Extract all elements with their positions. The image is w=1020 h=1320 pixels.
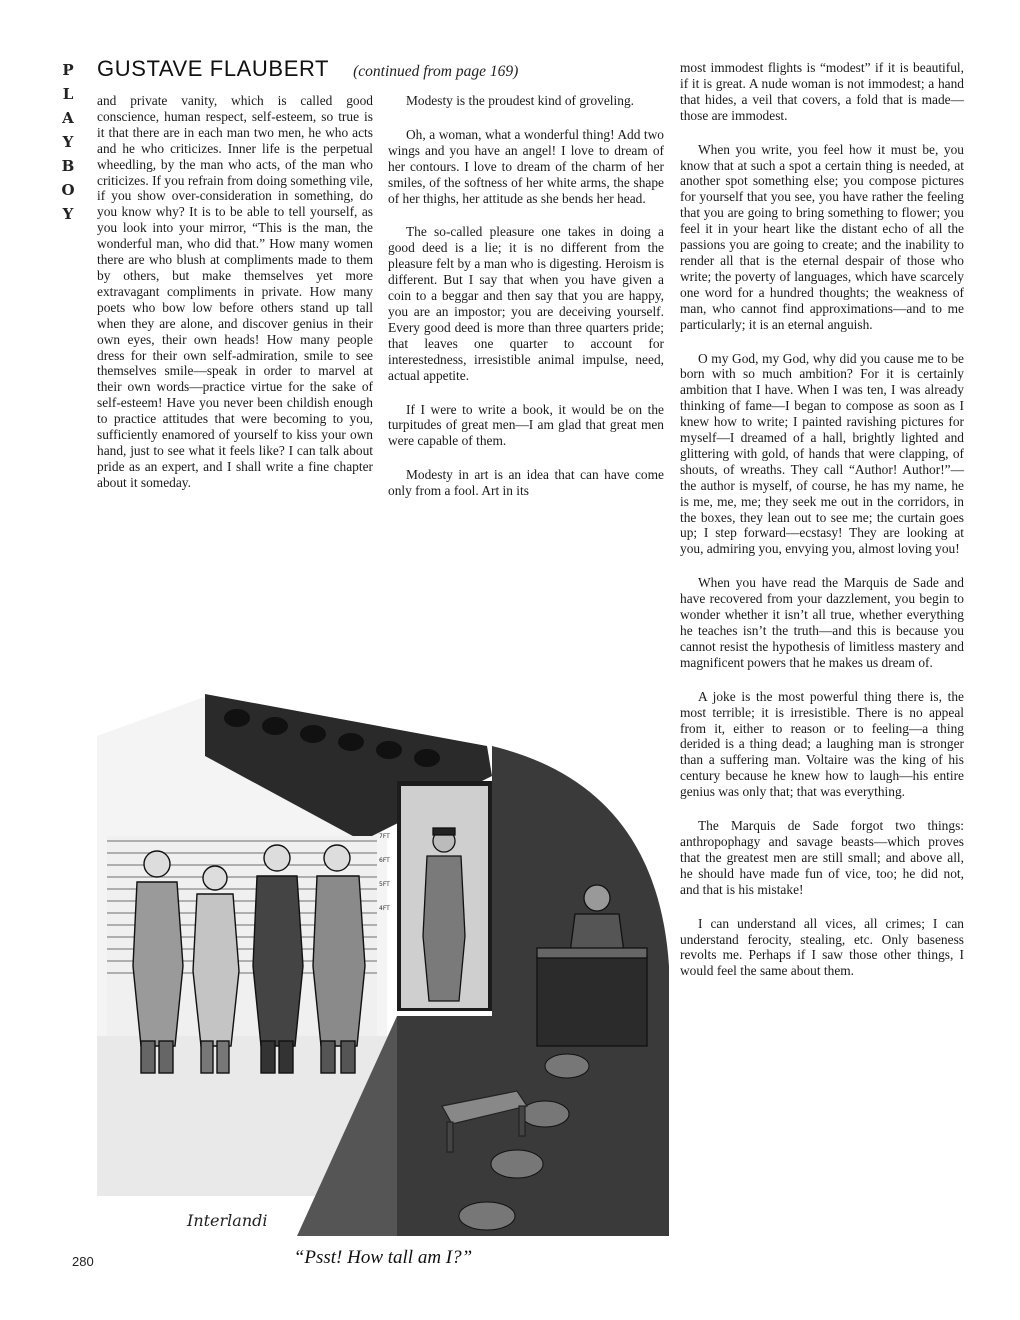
suspect-4 [313,845,365,1073]
paragraph: A joke is the most powerful thing there is, the most terrible; it is irresistible. There is no appeal from it, either to reason or to feeling—a thing derided is a thing dead; a laughing man is stronger than a suffering man. Voltaire was the king of his century because he knew how to laugh—his entire genius was only that; that was everything. [680,688,964,800]
height-mark-label: 6FT [379,857,390,864]
page-number: 280 [72,1254,94,1269]
artist-signature: Interlandi [187,1211,268,1230]
paragraph: and private vanity, which is called good conscience, human respect, self-esteem, so true is it that there are in each man two men, he who acts and he who criticizes. Inner life is the perpetual wheedling, by the man who acts, of the man who criticizes. If you refrain from doing something vile, if you show over-consideration in something, do you know why? It is to be able to tell yourself, as you look into your mirror, “This is the man, the wonderful man, who did that.” How many women there are who blush at compliments made to them by others, but make themselves yet more extravagant compliments in private. How many poets who bow low before others stand up tall when they are alone, and discover genius in their own eyes, their own heads! How many people dress for their own self-admiration, smile to see themselves smile—speak in order to marvel at their own words—practice virtue for the sake of self-esteem! Have you never been childish enough to practice attitudes that were becoming to you, sufficiently enamored of yourself to kiss your own hand, just to see what it feels like? I can talk about pride as an expert, and I shall write a fine chapter about it someday. [97,93,373,490]
paragraph: When you have read the Marquis de Sade and have recovered from your dazzlement, you begin to wonder whether it isn’t all true, whether everything he teaches isn’t the truth—and this is because you cannot resist the hypothesis of limitless mastery and magnificent powers that he makes us dream of. [680,575,964,670]
masthead-letter: A [62,109,74,127]
paragraph: Modesty is the proudest kind of groveling. [406,93,634,108]
masthead-vertical [58,58,78,226]
paragraph: Oh, a woman, what a wonderful thing! Add two wings and you have an angel! I love to dream of her contours. I love to dream of the charm of her smiles, of the softness of her white arms, the shape of her thighs, her attitude as she bends her head. [388,126,664,206]
masthead-letter: Y [62,205,74,223]
text-column-2 [388,93,664,517]
suspect-2 [193,866,239,1073]
masthead-letter: B [61,157,75,175]
masthead-letter: P [62,61,74,79]
suspect-1 [133,851,183,1073]
masthead-letter: L [62,85,74,103]
masthead-letter: O [61,181,75,199]
text-column-3 [680,60,964,997]
paragraph: Modesty in art is an idea that can have come only from a fool. Art in its [388,467,664,499]
height-mark-label: 7FT [379,833,390,840]
suspect-3 [253,845,303,1073]
article-author: GUSTAVE FLAUBERT [97,56,330,81]
article-header [97,56,677,88]
paragraph: most immodest flights is “modest” if it is beautiful, if it is great. A nude woman is not immodest; a hand that hides, a veil that covers, a fold that is made—those are immodest. [680,60,964,123]
paragraph: The Marquis de Sade forgot two things: anthropophagy and savage beasts—which proves that the greatest men are still small; and above all, he should have made fun of vice, too; he did not, and that is his mistake! [680,818,964,897]
height-mark-label: 5FT [379,881,390,888]
masthead-letter: Y [62,133,74,151]
text-column-1 [97,93,373,509]
height-mark-label: 4FT [379,905,390,912]
paragraph: The so-called pleasure one takes in doing a good deed is a lie; it is no different from the pleasure felt by a man who is digesting. Heroism is different. But I say that when you have given a coin to a beggar and then say that you are happy, you are an impostor; you are deceiving yourself. Every good deed is more than three quarters pride; that leaves one quarter to account for interestedness, irresistible animal impulse, need, actual appetite. [388,224,664,383]
cartoon-illustration [97,636,669,1236]
cartoon-caption: “Psst! How tall am I?” [293,1247,473,1268]
paragraph: When you write, you feel how it must be, you know that at such a spot a certain thing is needed, at another spot something else; you compose pictures for yourself that you see, you have rather the feeling that you are going to bring something to flower; you feel it in your heart like the distant echo of all the passions you are going to create; and the inability to render all that is the eternal despair of those who write; the poverty of languages, which have scarcely one word for a hundred thoughts; the weakness of man, who cannot find approximations—and to me particularly; it is an eternal anguish. [680,141,964,332]
paragraph: If I were to write a book, it would be on the turpitudes of great men—I am glad that great men were capable of them. [388,401,664,449]
continued-note: (continued from page 169) [353,63,519,80]
paragraph: O my God, my God, why did you cause me to be born with so much ambition? For it is certainly ambition that I have. When I was ten, I was already thinking of fame—I began to compose as soon as I knew how to write; I painted ravishing pictures for myself—I dreamed of a hall, brightly lighted and glittering with gold, of hands that were clapping, of shouts, of wreaths. They call “Author! Author!”—the author is myself, of course, he has my name, he is me, me, me; they seek me out in the corridors, in the boxes, they lean out to see me; the curtain goes up; I step forward—ecstasy! They are looking at you, admiring you, envying you, almost loving you! [680,350,964,557]
paragraph: I can understand all vices, all crimes; I can understand ferocity, stealing, etc. Only baseness revolts me. Perhaps if I saw those other things, I would feel the same about them. [680,915,964,979]
